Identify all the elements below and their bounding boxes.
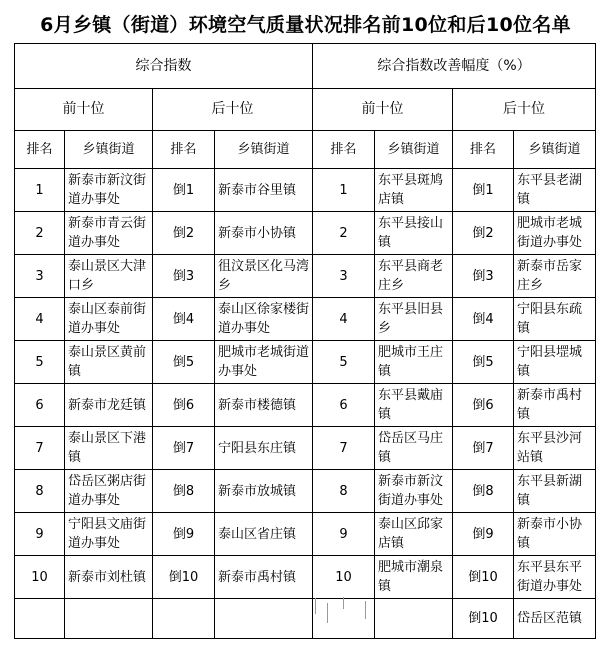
town-cell: 徂汶景区化马湾乡 [215, 255, 313, 298]
town-cell: 宁阳县堽城镇 [514, 341, 596, 384]
town-header: 乡镇街道 [375, 131, 453, 169]
town-cell: 岱岳区粥店街道办事处 [65, 470, 153, 513]
rank-cell: 3 [313, 255, 375, 298]
table-row [15, 556, 596, 599]
top10-header: 前十位 [313, 89, 453, 131]
rank-cell: 倒4 [453, 298, 514, 341]
rank-cell: 倒3 [453, 255, 514, 298]
town-cell [215, 599, 313, 639]
town-cell: 新泰市禹村镇 [514, 384, 596, 427]
rank-cell: 6 [15, 384, 65, 427]
table-row [15, 212, 596, 255]
rank-cell: 3 [15, 255, 65, 298]
rank-cell: 9 [313, 513, 375, 556]
town-cell: 泰山区省庄镇 [215, 513, 313, 556]
top10-header: 前十位 [15, 89, 153, 131]
rank-cell: 6 [313, 384, 375, 427]
rank-cell: 5 [15, 341, 65, 384]
town-cell: 泰山景区下港镇 [65, 427, 153, 470]
town-cell: 新泰市禹村镇 [215, 556, 313, 599]
rank-cell: 7 [313, 427, 375, 470]
rank-cell: 10 [313, 556, 375, 599]
town-cell: 宁阳县文庙街道办事处 [65, 513, 153, 556]
rank-cell: 8 [313, 470, 375, 513]
table-row [15, 255, 596, 298]
town-cell [65, 599, 153, 639]
rank-cell: 8 [15, 470, 65, 513]
town-cell: 岱岳区马庄镇 [375, 427, 453, 470]
town-cell: 宁阳县东庄镇 [215, 427, 313, 470]
town-cell: 东平县新湖镇 [514, 470, 596, 513]
rank-cell: 倒6 [153, 384, 215, 427]
town-cell: 肥城市老城街道办事处 [514, 212, 596, 255]
rank-cell: 倒1 [453, 169, 514, 212]
town-cell: 新泰市刘杜镇 [65, 556, 153, 599]
rank-cell: 倒2 [453, 212, 514, 255]
town-cell: 新泰市放城镇 [215, 470, 313, 513]
rank-cell: 倒9 [453, 513, 514, 556]
ranking-table [14, 43, 596, 639]
town-cell: 宁阳县东疏镇 [514, 298, 596, 341]
town-header: 乡镇街道 [65, 131, 153, 169]
town-cell: 东平县沙河站镇 [514, 427, 596, 470]
town-cell: 新泰市谷里镇 [215, 169, 313, 212]
rank-cell: 倒5 [153, 341, 215, 384]
town-cell: 泰山区邱家店镇 [375, 513, 453, 556]
town-cell: 新泰市小协镇 [514, 513, 596, 556]
town-cell: 东平县东平街道办事处 [514, 556, 596, 599]
town-cell: 新泰市龙廷镇 [65, 384, 153, 427]
town-cell: 东平县旧县乡 [375, 298, 453, 341]
town-cell: 新泰市岳家庄乡 [514, 255, 596, 298]
page-title: 6月乡镇（街道）环境空气质量状况排名前10位和后10位名单 [40, 14, 571, 36]
rank-header: 排名 [153, 131, 215, 169]
table-row [15, 298, 596, 341]
scan-artifact [313, 595, 371, 625]
improvement-header: 综合指数改善幅度（%） [313, 44, 596, 89]
town-cell: 泰山区泰前街道办事处 [65, 298, 153, 341]
rank-cell: 倒10 [453, 599, 514, 639]
town-cell: 东平县接山镇 [375, 212, 453, 255]
rank-cell: 5 [313, 341, 375, 384]
rank-cell: 2 [313, 212, 375, 255]
rank-cell: 1 [15, 169, 65, 212]
header-row-3 [15, 131, 596, 169]
rank-cell: 倒3 [153, 255, 215, 298]
composite-index-header: 综合指数 [15, 44, 313, 89]
rank-cell: 倒4 [153, 298, 215, 341]
town-cell: 新泰市新汶街道办事处 [65, 169, 153, 212]
rank-cell: 倒1 [153, 169, 215, 212]
bottom10-header: 后十位 [153, 89, 313, 131]
rank-cell: 4 [15, 298, 65, 341]
town-cell: 肥城市王庄镇 [375, 341, 453, 384]
rank-cell: 倒10 [153, 556, 215, 599]
town-cell: 新泰市小协镇 [215, 212, 313, 255]
town-cell: 新泰市楼德镇 [215, 384, 313, 427]
town-cell: 泰山景区大津口乡 [65, 255, 153, 298]
rank-cell: 倒8 [153, 470, 215, 513]
rank-cell: 9 [15, 513, 65, 556]
town-cell: 东平县斑鸠店镇 [375, 169, 453, 212]
rank-cell: 2 [15, 212, 65, 255]
rank-header: 排名 [453, 131, 514, 169]
town-cell: 东平县商老庄乡 [375, 255, 453, 298]
table-row [15, 599, 596, 639]
table-row [15, 513, 596, 556]
rank-cell: 倒10 [453, 556, 514, 599]
rank-cell: 倒7 [153, 427, 215, 470]
town-cell: 肥城市老城街道办事处 [215, 341, 313, 384]
rank-cell: 10 [15, 556, 65, 599]
rank-cell: 7 [15, 427, 65, 470]
rank-cell [15, 599, 65, 639]
rank-cell: 4 [313, 298, 375, 341]
table-row [15, 470, 596, 513]
bottom10-header: 后十位 [453, 89, 596, 131]
town-header: 乡镇街道 [215, 131, 313, 169]
table-row [15, 427, 596, 470]
table-row [15, 384, 596, 427]
rank-cell: 倒8 [453, 470, 514, 513]
rank-cell [153, 599, 215, 639]
town-cell: 新泰市新汶街道办事处 [375, 470, 453, 513]
town-cell: 东平县戴庙镇 [375, 384, 453, 427]
rank-cell: 倒6 [453, 384, 514, 427]
town-cell [375, 599, 453, 639]
rank-header: 排名 [15, 131, 65, 169]
rank-cell: 倒9 [153, 513, 215, 556]
town-cell: 岱岳区范镇 [514, 599, 596, 639]
town-cell: 泰山景区黄前镇 [65, 341, 153, 384]
header-row-2 [15, 89, 596, 131]
rank-cell: 倒7 [453, 427, 514, 470]
rank-cell: 1 [313, 169, 375, 212]
table-row [15, 341, 596, 384]
town-cell: 泰山区徐家楼街道办事处 [215, 298, 313, 341]
table-row [15, 169, 596, 212]
rank-cell: 倒2 [153, 212, 215, 255]
town-cell: 肥城市潮泉镇 [375, 556, 453, 599]
header-row-1 [15, 44, 596, 89]
town-cell: 新泰市青云街道办事处 [65, 212, 153, 255]
rank-header: 排名 [313, 131, 375, 169]
town-cell: 东平县老湖镇 [514, 169, 596, 212]
town-header: 乡镇街道 [514, 131, 596, 169]
rank-cell: 倒5 [453, 341, 514, 384]
